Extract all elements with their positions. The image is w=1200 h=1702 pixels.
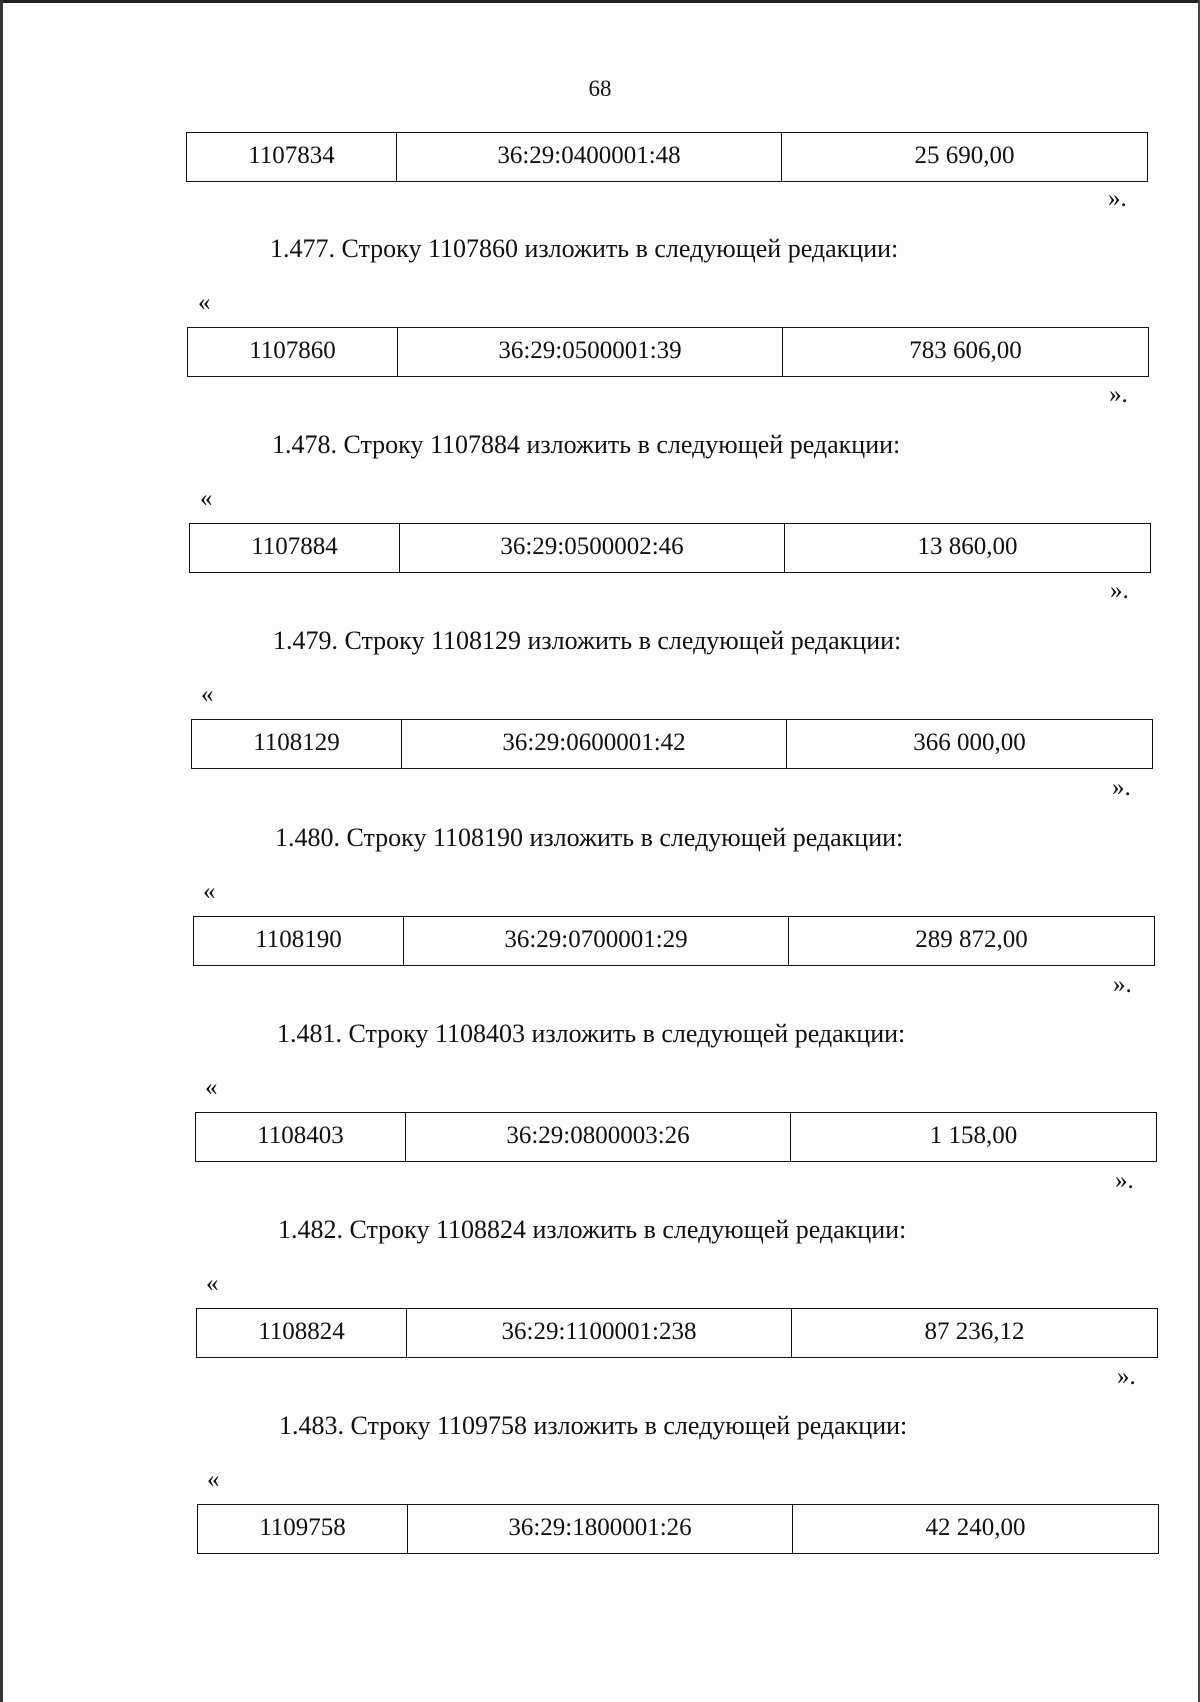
table-row: [186, 132, 1148, 182]
table-row: [187, 327, 1149, 377]
closing-quote: ».: [1117, 1363, 1136, 1390]
row-code: 1108129: [192, 720, 402, 768]
row-value: 366 000,00: [913, 729, 1026, 756]
closing-quote: ».: [1109, 381, 1128, 408]
opening-quote: «: [206, 1270, 219, 1297]
row-value: 87 236,12: [924, 1318, 1025, 1345]
row-value: 783 606,00: [909, 337, 1022, 364]
amendment-instruction: 1.479. Строку 1108129 изложить в следующей редакции:: [273, 626, 902, 655]
row-cadastral-number: 36:29:1100001:238: [407, 1309, 792, 1357]
row-code: 1107860: [188, 328, 398, 376]
row-cadastral-number: 36:29:0700001:29: [404, 917, 789, 965]
row-code: 1108190: [194, 917, 404, 965]
closing-quote: ».: [1112, 774, 1131, 801]
table-row: [197, 1504, 1159, 1554]
row-value: 25 690,00: [914, 142, 1015, 169]
scan-edge-top: [0, 0, 1200, 3]
amendment-instruction: 1.481. Строку 1108403 изложить в следующей редакции:: [277, 1019, 906, 1048]
amendment-instruction: 1.480. Строку 1108190 изложить в следующей редакции:: [275, 823, 904, 852]
row-code: 1109758: [198, 1505, 408, 1553]
amendment-instruction: 1.478. Строку 1107884 изложить в следующей редакции:: [272, 430, 901, 459]
opening-quote: «: [200, 485, 213, 512]
row-value: 13 860,00: [917, 533, 1018, 560]
row-cadastral-number: 36:29:0400001:48: [397, 133, 782, 181]
row-cadastral-number: 36:29:0500001:39: [398, 328, 783, 376]
row-value: 289 872,00: [915, 926, 1028, 953]
page-number: 68: [588, 76, 612, 101]
table-row: [195, 1112, 1157, 1162]
amendment-instruction: 1.482. Строку 1108824 изложить в следующей редакции:: [278, 1215, 907, 1244]
row-code: 1107834: [187, 133, 397, 181]
opening-quote: «: [201, 681, 214, 708]
row-value: 42 240,00: [925, 1514, 1026, 1541]
table-row: [189, 523, 1151, 573]
row-code: 1107884: [190, 524, 400, 572]
amendment-instruction: 1.477. Строку 1107860 изложить в следующей редакции:: [270, 234, 899, 263]
table-row: [193, 916, 1155, 966]
row-cadastral-number: 36:29:0800003:26: [406, 1113, 791, 1161]
opening-quote: «: [203, 878, 216, 905]
opening-quote: «: [205, 1074, 218, 1101]
table-row: [196, 1308, 1158, 1358]
scan-edge-left: [0, 0, 3, 1702]
amendment-instruction: 1.483. Строку 1109758 изложить в следующей редакции:: [279, 1411, 908, 1440]
opening-quote: «: [198, 289, 211, 316]
closing-quote: ».: [1108, 185, 1127, 212]
opening-quote: «: [207, 1466, 220, 1493]
row-cadastral-number: 36:29:0600001:42: [402, 720, 787, 768]
row-value: 1 158,00: [929, 1122, 1018, 1149]
row-code: 1108824: [197, 1309, 407, 1357]
closing-quote: ».: [1113, 971, 1132, 998]
row-cadastral-number: 36:29:1800001:26: [408, 1505, 793, 1553]
row-cadastral-number: 36:29:0500002:46: [400, 524, 785, 572]
closing-quote: ».: [1110, 577, 1129, 604]
table-row: [191, 719, 1153, 769]
row-code: 1108403: [196, 1113, 406, 1161]
closing-quote: ».: [1115, 1167, 1134, 1194]
